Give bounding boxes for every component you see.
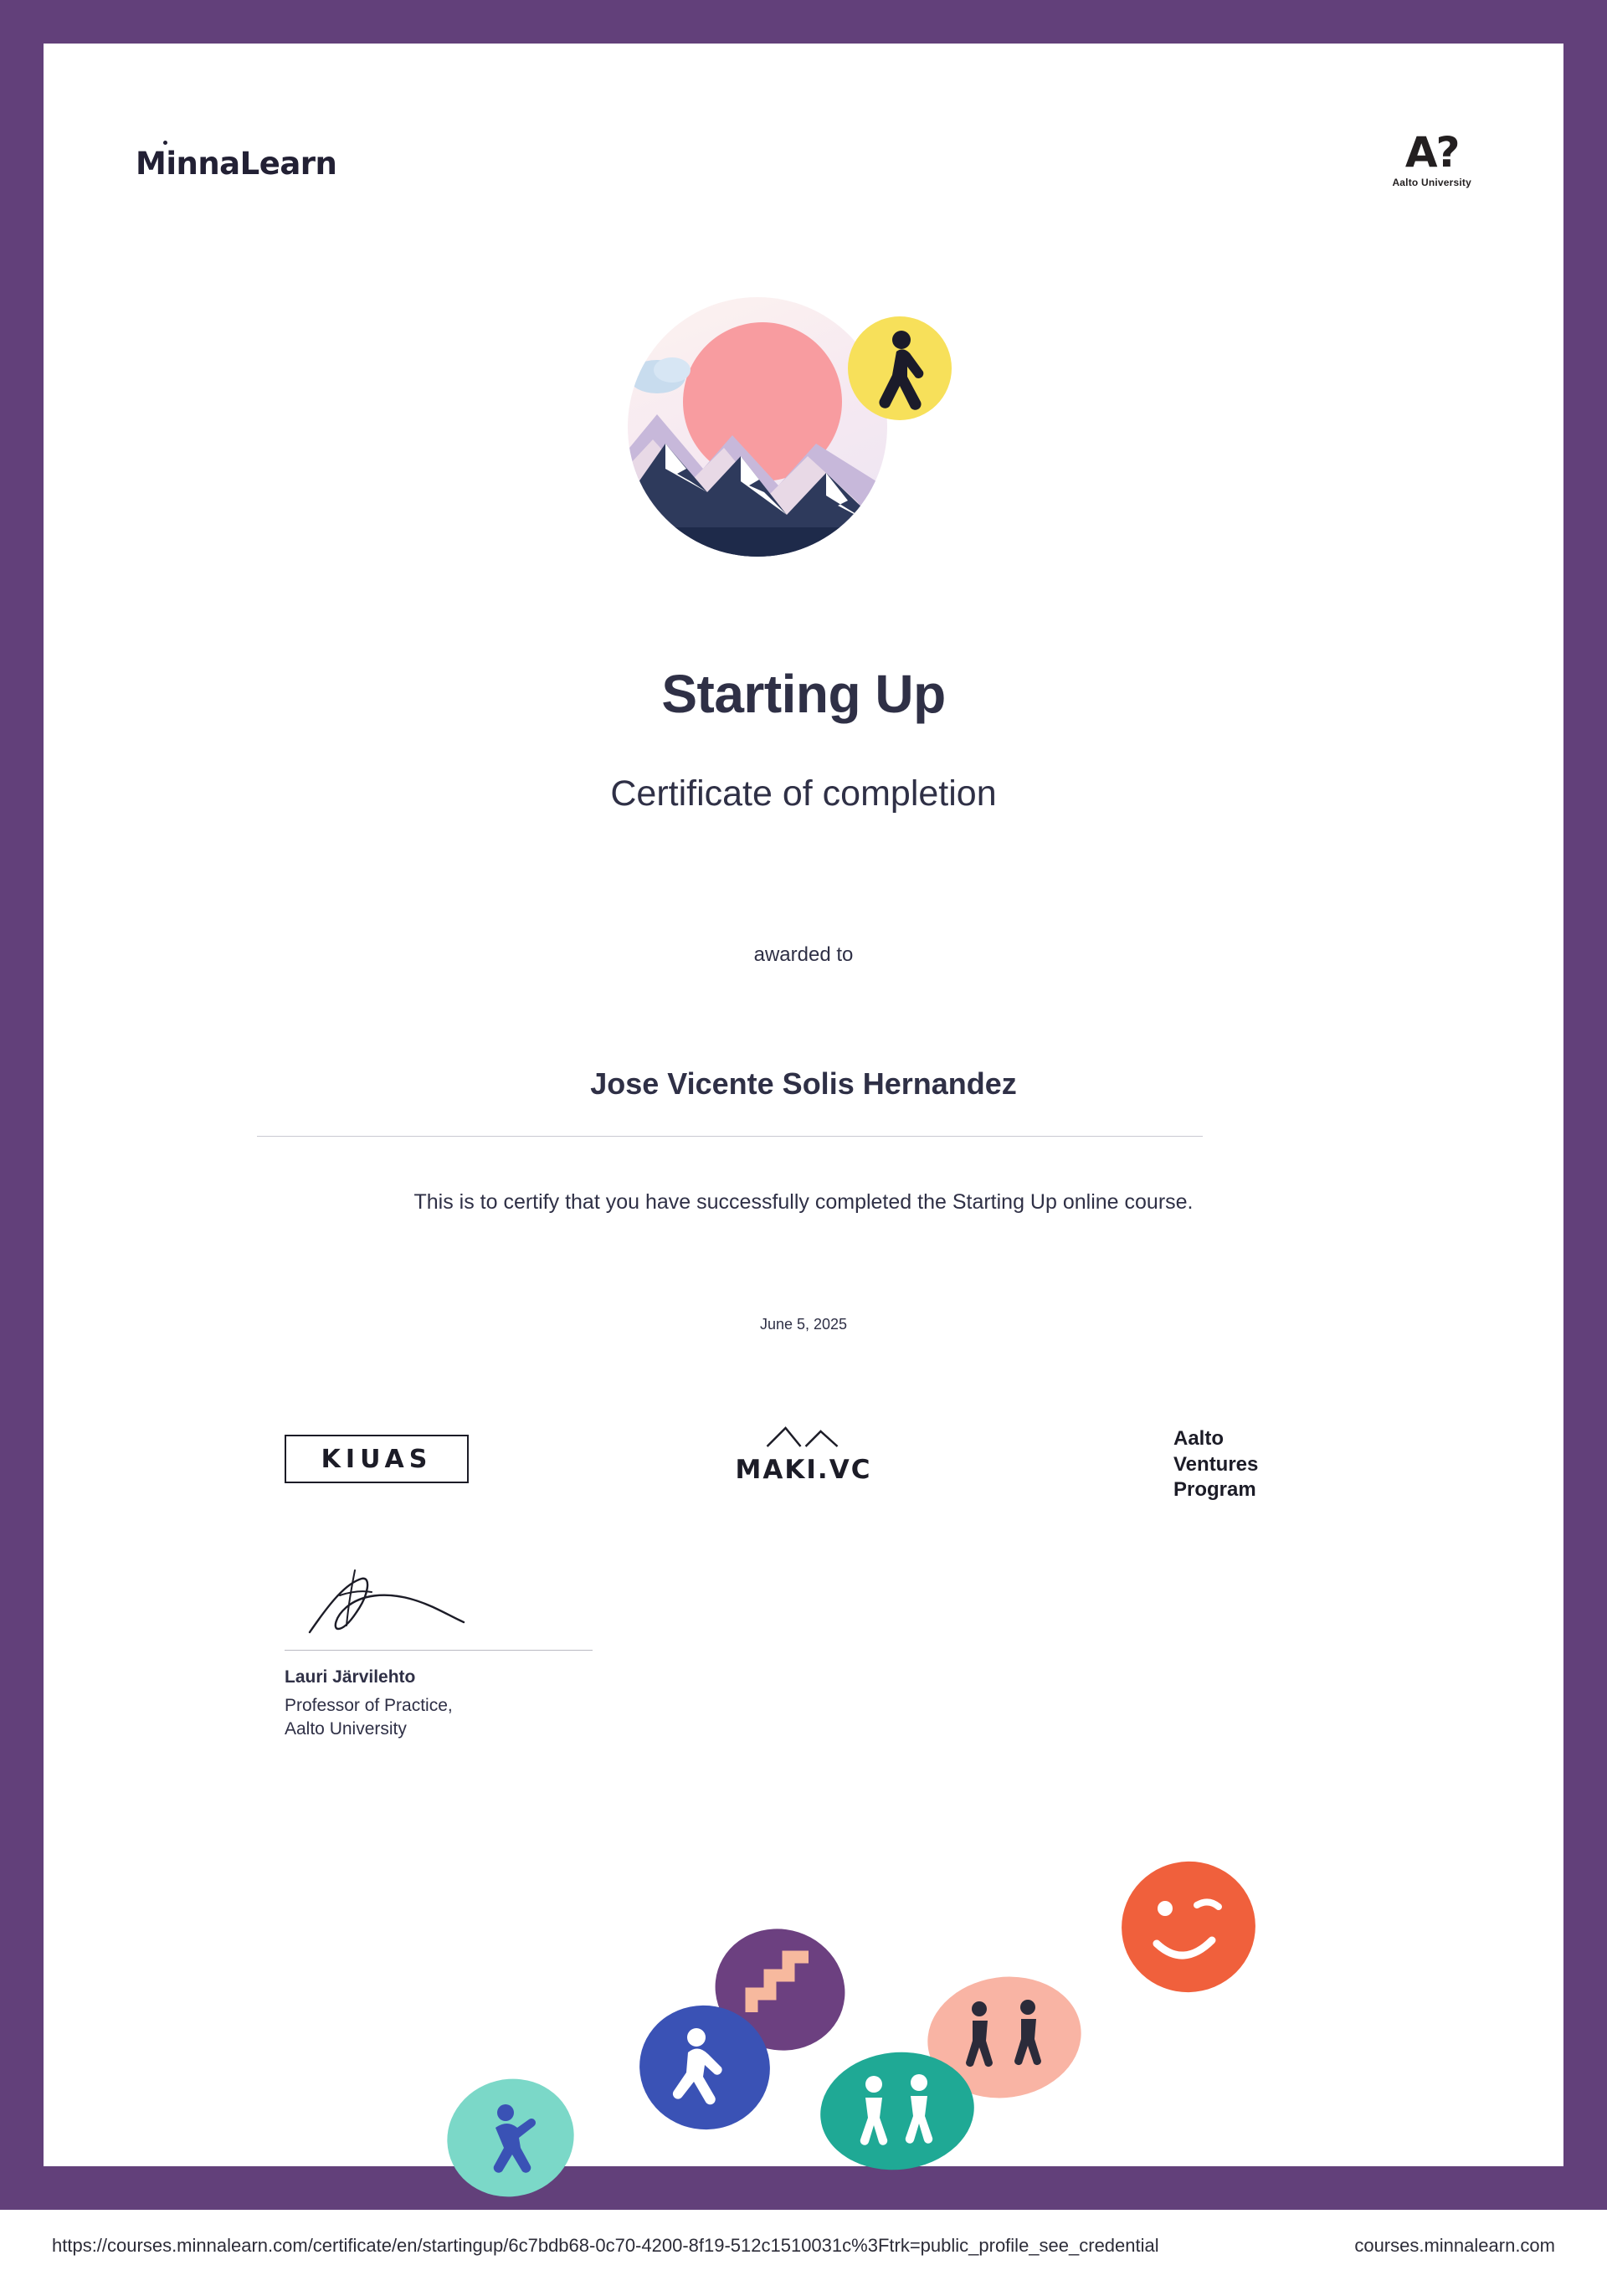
avp-line-3: Program	[1173, 1478, 1256, 1502]
signatory-name: Lauri Järvilehto	[285, 1667, 416, 1687]
mountain-climber-illustration	[607, 276, 1000, 561]
decorative-blobs	[44, 1843, 1563, 2220]
avp-line-1: Aalto	[1173, 1427, 1224, 1450]
awarded-to-label: awarded to	[753, 943, 854, 966]
certificate-sheet	[44, 44, 1563, 2166]
blob-mint-figure-icon	[434, 2066, 586, 2211]
aalto-university-label: Aalto University	[1392, 177, 1471, 188]
aalto-glyph-icon: A?	[1404, 128, 1459, 177]
certificate-url[interactable]: https://courses.minnalearn.com/certificate/en/startingup/6c7bdb68-0c70-4200-8f19-512c1510031c%3Ftrk=public_profile_see_credential	[52, 2235, 1159, 2256]
recipient-name: Jose Vicente Solis Hernandez	[590, 1066, 1017, 1101]
partner-logos	[44, 1416, 1563, 1508]
signature-line	[285, 1650, 593, 1651]
partner-logo-kiuas: KIUAS	[285, 1435, 469, 1483]
avp-line-2: Ventures	[1173, 1452, 1259, 1476]
hero-illustration	[607, 276, 1000, 561]
certificate-host: courses.minnalearn.com	[1354, 2235, 1555, 2256]
minnalearn-logo	[136, 146, 336, 182]
partner-logo-maki-vc	[736, 1425, 872, 1485]
certificate-subtitle: Certificate of completion	[610, 773, 997, 814]
brand-dot-icon	[163, 141, 167, 145]
maki-peaks-icon	[757, 1425, 850, 1450]
footer-bar	[0, 2210, 1607, 2296]
brand-name: MinnaLearn	[136, 146, 337, 182]
blob-group	[44, 1843, 1563, 2220]
partner-logo-aalto-ventures-program	[1173, 1426, 1258, 1503]
signatory-role	[285, 1694, 603, 1742]
aalto-university-logo	[1392, 128, 1471, 188]
blob-orange-face-icon	[1110, 1849, 1268, 2005]
divider	[257, 1136, 1203, 1137]
signature-block	[285, 1567, 603, 1742]
maki-vc-label: MAKI.VC	[735, 1455, 872, 1485]
handwritten-signature-icon	[285, 1567, 593, 1642]
signatory-role-line-2: Aalto University	[285, 1719, 407, 1739]
signatory-role-line-1: Professor of Practice,	[285, 1696, 453, 1715]
page-title: Starting Up	[661, 664, 946, 724]
issue-date: June 5, 2025	[759, 1316, 848, 1333]
certification-statement: This is to certify that you have successfully completed the Starting Up online course.	[413, 1190, 1194, 1214]
